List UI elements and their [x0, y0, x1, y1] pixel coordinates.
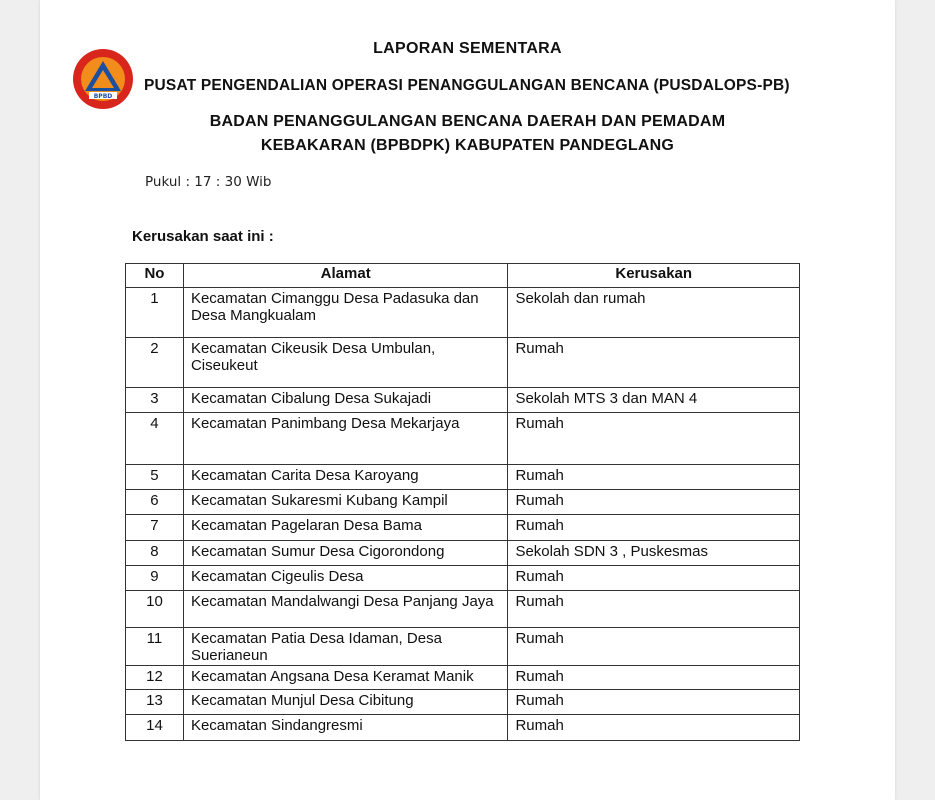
column-header-no: No [126, 264, 184, 288]
cell-alamat: Kecamatan Patia Desa Idaman, Desa Suerianeun [183, 628, 508, 666]
table-row [126, 591, 800, 628]
cell-kerusakan: Rumah [508, 515, 800, 541]
cell-no: 3 [126, 388, 184, 413]
table-row [126, 566, 800, 591]
cell-alamat: Kecamatan Munjul Desa Cibitung [183, 690, 508, 715]
cell-kerusakan: Rumah [508, 591, 800, 628]
table-row [126, 490, 800, 515]
cell-no: 2 [126, 338, 184, 388]
cell-no: 11 [126, 628, 184, 666]
cell-no: 5 [126, 465, 184, 490]
cell-kerusakan: Rumah [508, 413, 800, 465]
report-time: Pukul : 17 : 30 Wib [145, 174, 272, 190]
table-row [126, 465, 800, 490]
cell-alamat: Kecamatan Cibalung Desa Sukajadi [183, 388, 508, 413]
cell-alamat: Kecamatan Pagelaran Desa Bama [183, 515, 508, 541]
cell-no: 1 [126, 288, 184, 338]
cell-kerusakan: Rumah [508, 628, 800, 666]
column-header-kerusakan: Kerusakan [508, 264, 800, 288]
cell-alamat: Kecamatan Sukaresmi Kubang Kampil [183, 490, 508, 515]
cell-no: 8 [126, 541, 184, 566]
table-row [126, 666, 800, 690]
cell-no: 13 [126, 690, 184, 715]
cell-no: 9 [126, 566, 184, 591]
cell-kerusakan: Rumah [508, 715, 800, 741]
cell-kerusakan: Rumah [508, 338, 800, 388]
table-row [126, 288, 800, 338]
table-row [126, 541, 800, 566]
cell-no: 14 [126, 715, 184, 741]
cell-alamat: Kecamatan Sumur Desa Cigorondong [183, 541, 508, 566]
table-row [126, 413, 800, 465]
table-row [126, 338, 800, 388]
cell-alamat: Kecamatan Cikeusik Desa Umbulan, Ciseukeut [183, 338, 508, 388]
cell-alamat: Kecamatan Angsana Desa Keramat Manik [183, 666, 508, 690]
cell-kerusakan: Sekolah SDN 3 , Puskesmas [508, 541, 800, 566]
cell-alamat: Kecamatan Mandalwangi Desa Panjang Jaya [183, 591, 508, 628]
cell-no: 10 [126, 591, 184, 628]
column-header-alamat: Alamat [183, 264, 508, 288]
cell-kerusakan: Sekolah MTS 3 dan MAN 4 [508, 388, 800, 413]
document-page [40, 0, 895, 800]
cell-alamat: Kecamatan Cigeulis Desa [183, 566, 508, 591]
table-row [126, 515, 800, 541]
cell-alamat: Kecamatan Sindangresmi [183, 715, 508, 741]
table-row [126, 690, 800, 715]
table-row [126, 388, 800, 413]
cell-no: 6 [126, 490, 184, 515]
cell-alamat: Kecamatan Carita Desa Karoyang [183, 465, 508, 490]
svg-text:BPBD: BPBD [93, 93, 113, 100]
cell-kerusakan: Sekolah dan rumah [508, 288, 800, 338]
cell-alamat: Kecamatan Cimanggu Desa Padasuka dan Desa Mangkualam [183, 288, 508, 338]
section-title: Kerusakan saat ini : [132, 228, 274, 245]
cell-kerusakan: Rumah [508, 465, 800, 490]
cell-alamat: Kecamatan Panimbang Desa Mekarjaya [183, 413, 508, 465]
table-row [126, 715, 800, 741]
cell-kerusakan: Rumah [508, 666, 800, 690]
cell-kerusakan: Rumah [508, 690, 800, 715]
report-title: LAPORAN SEMENTARA [373, 40, 562, 57]
cell-kerusakan: Rumah [508, 490, 800, 515]
damage-table [125, 263, 800, 741]
cell-no: 12 [126, 666, 184, 690]
org-name-line-3: KEBAKARAN (BPBDPK) KABUPATEN PANDEGLANG [260, 137, 675, 154]
org-name-line-1: PUSAT PENGENDALIAN OPERASI PENANGGULANGAN BENCANA (PUSDALOPS-PB) [144, 77, 790, 94]
cell-kerusakan: Rumah [508, 566, 800, 591]
table-header-row [126, 264, 800, 288]
cell-no: 7 [126, 515, 184, 541]
table-row [126, 628, 800, 666]
cell-no: 4 [126, 413, 184, 465]
org-name-line-2: BADAN PENANGGULANGAN BENCANA DAERAH DAN PEMADAM [209, 113, 726, 130]
